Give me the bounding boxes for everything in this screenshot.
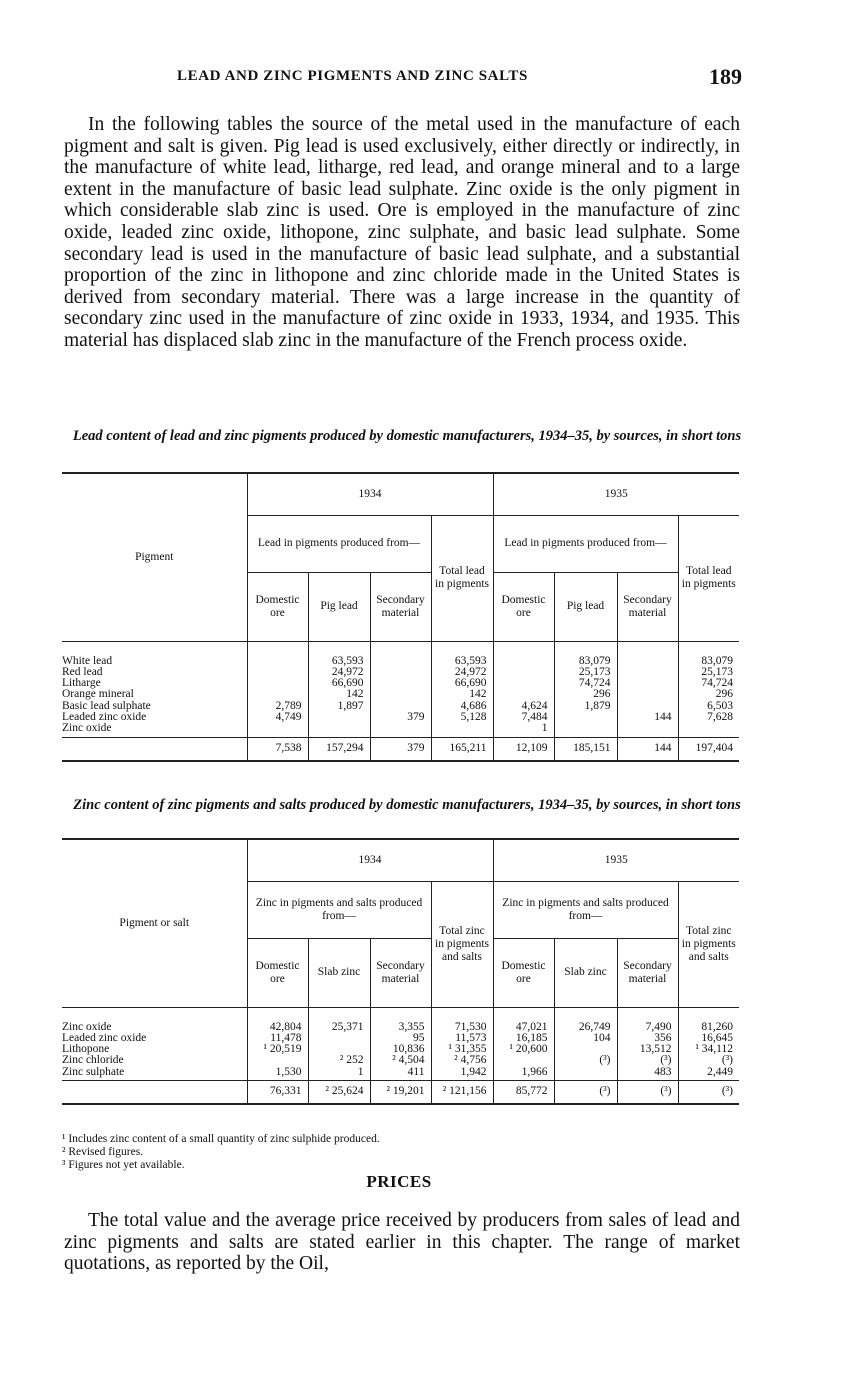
row-label: Zinc oxide: [62, 1020, 112, 1033]
cell: [617, 667, 678, 678]
zinc-table-caption: Zinc content of zinc pigments and salts produced by domestic manufacturers, 1934–35, by sources, in short tons: [73, 797, 741, 813]
cell: 483: [617, 1067, 678, 1081]
stub-header: Pigment: [62, 473, 247, 641]
cell: 104: [554, 1033, 617, 1044]
prices-heading: PRICES: [366, 1172, 432, 1191]
cell: [493, 689, 554, 700]
table-row: [62, 1055, 739, 1066]
cell: ¹ 31,355: [431, 1044, 493, 1055]
running-head: [62, 64, 742, 90]
col-header-slab-zinc: Slab zinc: [554, 938, 617, 1007]
cell: 83,079: [554, 641, 617, 667]
cell: 142: [431, 689, 493, 700]
table-row: [62, 678, 739, 689]
cell: [493, 667, 554, 678]
cell: 83,079: [678, 641, 739, 667]
cell: 66,690: [431, 678, 493, 689]
total-cell: (³): [678, 1080, 739, 1104]
table-row: [62, 723, 739, 737]
table-row: [62, 667, 739, 678]
cell: 7,484: [493, 712, 554, 723]
col-header-secondary: Secondary material: [617, 938, 678, 1007]
cell: [431, 723, 493, 737]
cell: 1: [493, 723, 554, 737]
year-header-1935: 1935: [493, 473, 739, 515]
cell: 25,371: [308, 1007, 370, 1033]
col-header-domestic-ore: Domestic ore: [247, 938, 308, 1007]
cell: [617, 641, 678, 667]
cell: 11,573: [431, 1033, 493, 1044]
footnote: ³ Figures not yet available.: [62, 1159, 185, 1171]
cell: 71,530: [431, 1007, 493, 1033]
cell: [554, 1067, 617, 1081]
total-row-label: [62, 1080, 247, 1104]
cell: 2,789: [247, 701, 308, 712]
cell: 24,972: [431, 667, 493, 678]
total-row: [62, 1080, 739, 1104]
col-header-secondary: Secondary material: [370, 572, 431, 641]
cell: [493, 641, 554, 667]
cell: 63,593: [308, 641, 370, 667]
cell: [308, 1033, 370, 1044]
cell: [554, 723, 617, 737]
cell: 11,478: [247, 1033, 308, 1044]
cell: [247, 723, 308, 737]
col-header-slab-zinc: Slab zinc: [308, 938, 370, 1007]
cell: 4,624: [493, 701, 554, 712]
cell: [617, 723, 678, 737]
cell: 5,128: [431, 712, 493, 723]
cell: [493, 1055, 554, 1066]
table-row: [62, 1007, 739, 1033]
total-cell: 12,109: [493, 737, 554, 761]
cell: 296: [554, 689, 617, 700]
total-cell: (³): [554, 1080, 617, 1104]
cell: 296: [678, 689, 739, 700]
cell: 25,173: [678, 667, 739, 678]
zinc-content-table: [62, 838, 739, 1105]
cell: [617, 689, 678, 700]
cell: 66,690: [308, 678, 370, 689]
group-header: Lead in pigments produced from—: [493, 515, 678, 572]
cell: [370, 641, 431, 667]
group-header: Zinc in pigments and salts produced from—: [247, 881, 431, 938]
cell: [370, 723, 431, 737]
total-row: [62, 737, 739, 761]
cell: 47,021: [493, 1007, 554, 1033]
cell: ¹ 20,519: [247, 1044, 308, 1055]
total-cell: 379: [370, 737, 431, 761]
row-label: Zinc chloride: [62, 1054, 124, 1067]
cell: [308, 712, 370, 723]
cell: 26,749: [554, 1007, 617, 1033]
cell: 1,879: [554, 701, 617, 712]
total-cell: 85,772: [493, 1080, 554, 1104]
cell: 1,897: [308, 701, 370, 712]
table-row: [62, 701, 739, 712]
lead-table-caption: Lead content of lead and zinc pigments produced by domestic manufacturers, 1934–35, by sources, in short tons: [72, 428, 742, 444]
cell: 379: [370, 712, 431, 723]
cell: [617, 678, 678, 689]
cell: [247, 641, 308, 667]
table-row: [62, 689, 739, 700]
intro-paragraph: In the following tables the source of the metal used in the manufacture of each pigment and salt is given. Pig lead is used exclusively, either directly or indirectly, in the manufacture of white lead, litharge, red lead, and orange mineral and to a large extent in the manufacture of basic lead sulphate. Zinc oxide is the only pigment in which considerable slab zinc is used. Ore is employed in the manufacture of zinc oxide, leaded zinc oxide, lithopone, zinc sulphate, and basic lead sulphate. Some secondary lead is used in the manufacture of basic lead sulphate, and a substantial proportion of the zinc in lithopone and zinc chloride made in the United States is derived from secondary material. There was a large increase in the quantity of secondary zinc used in the manufacture of zinc oxide in 1933, 1934, and 1935. This material has displaced slab zinc in the manufacture of the French process oxide.: [64, 114, 740, 351]
total-cell: ² 121,156: [431, 1080, 493, 1104]
row-label: Zinc sulphate: [62, 1065, 125, 1078]
cell: [247, 678, 308, 689]
cell: [554, 712, 617, 723]
cell: 6,503: [678, 701, 739, 712]
footnote: ¹ Includes zinc content of a small quantity of zinc sulphide produced.: [62, 1133, 380, 1145]
row-label: Basic lead sulphate: [62, 699, 151, 712]
cell: 1,530: [247, 1067, 308, 1081]
cell: 4,749: [247, 712, 308, 723]
year-header-1935: 1935: [493, 839, 739, 881]
cell: 1: [308, 1067, 370, 1081]
cell: 95: [370, 1033, 431, 1044]
total-header: Total lead in pigments: [431, 515, 493, 641]
cell: 42,804: [247, 1007, 308, 1033]
total-cell: 76,331: [247, 1080, 308, 1104]
total-cell: 197,404: [678, 737, 739, 761]
col-header-domestic-ore: Domestic ore: [247, 572, 308, 641]
cell: 24,972: [308, 667, 370, 678]
table-row: [62, 712, 739, 723]
cell: ² 4,504: [370, 1055, 431, 1066]
cell: (³): [554, 1055, 617, 1066]
cell: 411: [370, 1067, 431, 1081]
cell: [370, 667, 431, 678]
col-header-pig-lead: Pig lead: [554, 572, 617, 641]
table-row: [62, 641, 739, 667]
cell: 7,490: [617, 1007, 678, 1033]
cell: 16,645: [678, 1033, 739, 1044]
total-cell: ² 19,201: [370, 1080, 431, 1104]
cell: 356: [617, 1033, 678, 1044]
row-label: Zinc oxide: [62, 722, 112, 735]
cell: ¹ 34,112: [678, 1044, 739, 1055]
running-title: LEAD AND ZINC PIGMENTS AND ZINC SALTS: [177, 68, 528, 84]
cell: 142: [308, 689, 370, 700]
cell: 16,185: [493, 1033, 554, 1044]
total-header: Total lead in pigments: [678, 515, 739, 641]
row-label: Leaded zinc oxide: [62, 710, 147, 723]
cell: 2,449: [678, 1067, 739, 1081]
stub-header: Pigment or salt: [62, 839, 247, 1007]
lead-content-table: [62, 472, 739, 762]
year-header-1934: 1934: [247, 839, 493, 881]
total-cell: 185,151: [554, 737, 617, 761]
cell: [308, 723, 370, 737]
cell: [247, 667, 308, 678]
cell: (³): [617, 1055, 678, 1066]
total-cell: 144: [617, 737, 678, 761]
cell: 74,724: [678, 678, 739, 689]
cell: ¹ 20,600: [493, 1044, 554, 1055]
page-number: 189: [709, 64, 742, 89]
cell: 81,260: [678, 1007, 739, 1033]
cell: 13,512: [617, 1044, 678, 1055]
total-row-label: [62, 737, 247, 761]
cell: 10,836: [370, 1044, 431, 1055]
cell: 7,628: [678, 712, 739, 723]
cell: 63,593: [431, 641, 493, 667]
cell: 4,686: [431, 701, 493, 712]
year-header-1934: 1934: [247, 473, 493, 515]
row-label: Lithopone: [62, 1043, 110, 1056]
cell: (³): [678, 1055, 739, 1066]
prices-paragraph: The total value and the average price received by producers from sales of lead and zinc pigments and salts are stated earlier in this chapter. The range of market quotations, as reported by the Oil,: [64, 1210, 740, 1275]
group-header: Zinc in pigments and salts produced from—: [493, 881, 678, 938]
cell: [247, 689, 308, 700]
col-header-secondary: Secondary material: [617, 572, 678, 641]
total-cell: ² 25,624: [308, 1080, 370, 1104]
cell: [370, 678, 431, 689]
cell: 144: [617, 712, 678, 723]
col-header-domestic-ore: Domestic ore: [493, 572, 554, 641]
footnotes: [62, 1133, 380, 1172]
row-label: Litharge: [62, 677, 101, 690]
total-cell: 157,294: [308, 737, 370, 761]
cell: [247, 1055, 308, 1066]
col-header-secondary: Secondary material: [370, 938, 431, 1007]
table-row: [62, 1067, 739, 1081]
cell: 3,355: [370, 1007, 431, 1033]
col-header-pig-lead: Pig lead: [308, 572, 370, 641]
cell: [493, 678, 554, 689]
cell: 25,173: [554, 667, 617, 678]
total-cell: 165,211: [431, 737, 493, 761]
row-label: Orange mineral: [62, 688, 134, 701]
total-cell: (³): [617, 1080, 678, 1104]
row-label: Leaded zinc oxide: [62, 1031, 147, 1044]
cell: ² 252: [308, 1055, 370, 1066]
total-header: Total zinc in pigments and salts: [431, 881, 493, 1007]
col-header-domestic-ore: Domestic ore: [493, 938, 554, 1007]
row-label: White lead: [62, 654, 113, 667]
total-header: Total zinc in pigments and salts: [678, 881, 739, 1007]
cell: [678, 723, 739, 737]
total-cell: 7,538: [247, 737, 308, 761]
footnote: ² Revised figures.: [62, 1146, 144, 1158]
cell: [370, 689, 431, 700]
cell: 1,966: [493, 1067, 554, 1081]
cell: 74,724: [554, 678, 617, 689]
group-header: Lead in pigments produced from—: [247, 515, 431, 572]
cell: 1,942: [431, 1067, 493, 1081]
cell: ² 4,756: [431, 1055, 493, 1066]
row-label: Red lead: [62, 665, 103, 678]
